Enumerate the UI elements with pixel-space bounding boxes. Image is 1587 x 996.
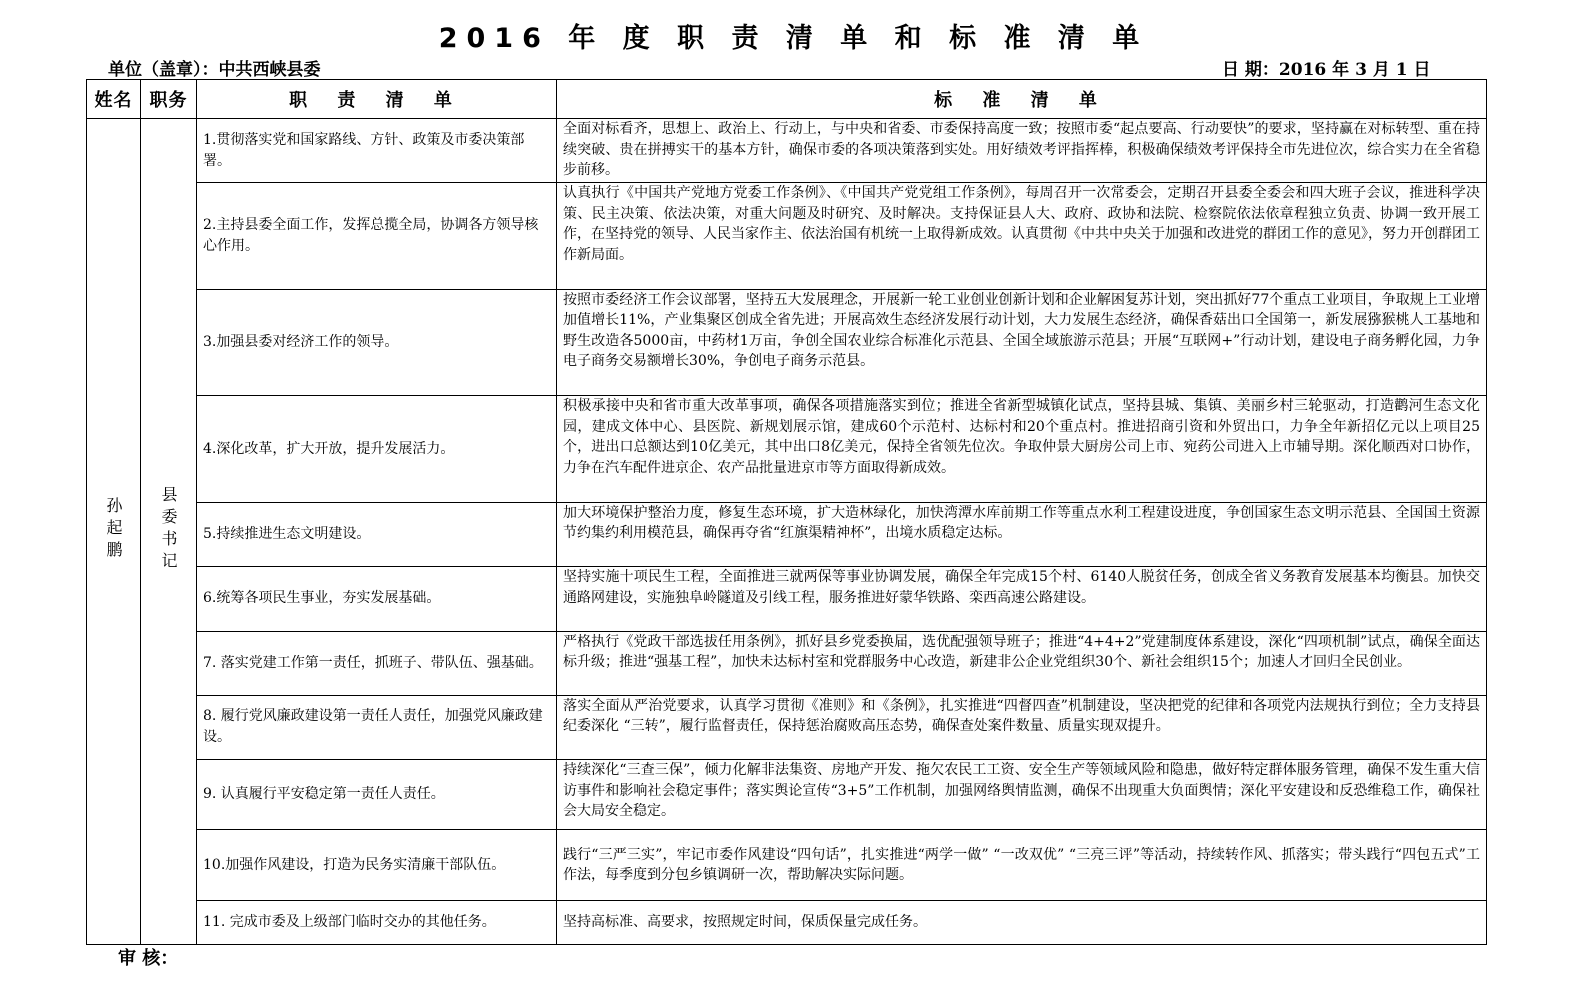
standard-cell: 加大环境保护整治力度，修复生态环境，扩大造林绿化，加快湾潭水库前期工作等重点水利工程建设进度，争创国家生态文明示范县、全国国土资源节约集约利用模范县，确保再夺省“红旗渠精神杯”，出境水质稳定达标。 (557, 502, 1487, 566)
header-position: 职务 (141, 80, 197, 119)
duty-cell: 10.加强作风建设，打造为民务实清廉干部队伍。 (197, 830, 557, 900)
header-name: 姓名 (87, 80, 141, 119)
standard-cell: 坚持实施十项民生工程，全面推进三就两保等事业协调发展，确保全年完成15个村、6140人脱贫任务，创成全省义务教育发展基本均衡县。加快交通路网建设，实施独阜岭隧道及引线工程，服务推进好蒙华铁路、栾西高速公路建设。 (557, 567, 1487, 631)
table-row (87, 830, 1487, 900)
table-row (87, 760, 1487, 830)
table-row (87, 396, 1487, 502)
duty-cell: 3.加强县委对经济工作的领导。 (197, 289, 557, 395)
table-row (87, 631, 1487, 695)
duty-cell: 1.贯彻落实党和国家路线、方针、政策及市委决策部署。 (197, 119, 557, 183)
duty-cell: 5.持续推进生态文明建设。 (197, 502, 557, 566)
standard-cell: 认真执行《中国共产党地方党委工作条例》、《中国共产党党组工作条例》，每周召开一次常委会，定期召开县委全委会和四大班子会议，推进科学决策、民主决策、依法决策，对重大问题及时研究、及时解决。支持保证县人大、政府、政协和法院、检察院依法依章程独立负责、协调一致开展工作，在坚持党的领导、人民当家作主、依法治国有机统一上取得新成效。认真贯彻《中共中央关于加强和改进党的群团工作的意见》，努力开创群团工作新局面。 (557, 183, 1487, 289)
header-standards: 标 准 清 单 (557, 80, 1487, 119)
review-label: 审 核： (118, 948, 179, 969)
duty-cell: 11. 完成市委及上级部门临时交办的其他任务。 (197, 900, 557, 944)
document-title: 2016 年 度 职 责 清 单 和 标 准 清 单 (438, 23, 1149, 54)
table-header-row (87, 80, 1487, 119)
standard-cell: 持续深化“三查三保”，倾力化解非法集资、房地产开发、拖欠农民工工资、安全生产等领域风险和隐患，做好特定群体服务管理，确保不发生重大信访事件和影响社会稳定事件；落实舆论宣传“3+5”工作机制，加强网络舆情监测，确保不出现重大负面舆情；深化平安建设和反恐维稳工作，确保社会大局安全稳定。 (557, 760, 1487, 830)
table-row (87, 900, 1487, 944)
standard-cell: 积极承接中央和省市重大改革事项，确保各项措施落实到位；推进全省新型城镇化试点，坚持县城、集镇、美丽乡村三轮驱动，打造鹳河生态文化园，建成文体中心、县医院、新规划展示馆，建成60个示范村、达标村和20个重点村。推进招商引资和外贸出口，力争全年新招亿元以上项目25个，进出口总额达到10亿美元，其中出口8亿美元，保持全省领先位次。争取仲景大厨房公司上市、宛药公司进入上市辅导期。深化顺西对口协作，力争在汽车配件进京企、农产品批量进京市等方面取得新成效。 (557, 396, 1487, 502)
standard-cell: 落实全面从严治党要求，认真学习贯彻《准则》和《条例》，扎实推进“四督四查”机制建设，坚决把党的纪律和各项党内法规执行到位；全力支持县纪委深化 “三转”，履行监督责任，保持惩治腐败高压态势，确保查处案件数量、质量实现双提升。 (557, 695, 1487, 759)
table-row (87, 183, 1487, 289)
duty-cell: 2.主持县委全面工作，发挥总揽全局，协调各方领导核心作用。 (197, 183, 557, 289)
table-row (87, 695, 1487, 759)
duty-cell: 8. 履行党风廉政建设第一责任人责任，加强党风廉政建设。 (197, 695, 557, 759)
standard-cell: 全面对标看齐，思想上、政治上、行动上，与中央和省委、市委保持高度一致；按照市委“起点要高、行动要快”的要求，坚持赢在对标转型、重在持续突破、贵在拼搏实干的基本方针，确保市委的各项决策落到实处。用好绩效考评指挥棒，积极确保绩效考评保持全市先进位次，综合实力在全省稳步前移。 (557, 119, 1487, 183)
person-name: 孙起鹏 (104, 496, 123, 563)
duty-cell: 6.统筹各项民生事业，夯实发展基础。 (197, 567, 557, 631)
standard-cell: 践行“三严三实”，牢记市委作风建设“四句话”，扎实推进“两学一做” “一改双优” “三亮三评”等活动，持续转作风、抓落实；带头践行“四包五式”工作法，每季度到分包乡镇调研一次，帮助解决实际问题。 (557, 830, 1487, 900)
table-row (87, 119, 1487, 183)
duty-cell: 4.深化改革，扩大开放，提升发展活力。 (197, 396, 557, 502)
table-row (87, 289, 1487, 395)
person-name-cell (87, 119, 141, 945)
duty-cell: 7. 落实党建工作第一责任，抓班子、带队伍、强基础。 (197, 631, 557, 695)
standard-cell: 严格执行《党政干部选拔任用条例》，抓好县乡党委换届，选优配强领导班子；推进“4+4+2”党建制度体系建设，深化“四项机制”试点，确保全面达标升级；推进“强基工程”，加快未达标村室和党群服务中心改造，新建非公企业党组织30个、新社会组织15个；加速人才回归全民创业。 (557, 631, 1487, 695)
table-row (87, 502, 1487, 566)
standard-cell: 坚持高标准、高要求，按照规定时间，保质保量完成任务。 (557, 900, 1487, 944)
duty-cell: 9. 认真履行平安稳定第一责任人责任。 (197, 760, 557, 830)
standard-cell: 按照市委经济工作会议部署，坚持五大发展理念，开展新一轮工业创业创新计划和企业解困复苏计划，突出抓好77个重点工业项目，争取规上工业增加值增长11%，产业集聚区创成全省先进；开展高效生态经济发展行动计划，大力发展生态经济，确保香菇出口全国第一，新发展猕猴桃人工基地和野生改造各5000亩，中药材1万亩，争创全国农业综合标准化示范县、全国全域旅游示范县；开展“互联网+”行动计划，建设电子商务孵化园，力争电子商务交易额增长30%，争创电子商务示范县。 (557, 289, 1487, 395)
table-row (87, 567, 1487, 631)
duty-standard-table (86, 79, 1487, 945)
unit-label: 单位（盖章）：中共西峡县委 (108, 60, 321, 80)
person-position-cell (141, 119, 197, 945)
header-duties: 职 责 清 单 (197, 80, 557, 119)
date-label: 日 期：2016 年 3 月 1 日 (1222, 60, 1431, 80)
person-position: 县委书记 (159, 485, 178, 574)
